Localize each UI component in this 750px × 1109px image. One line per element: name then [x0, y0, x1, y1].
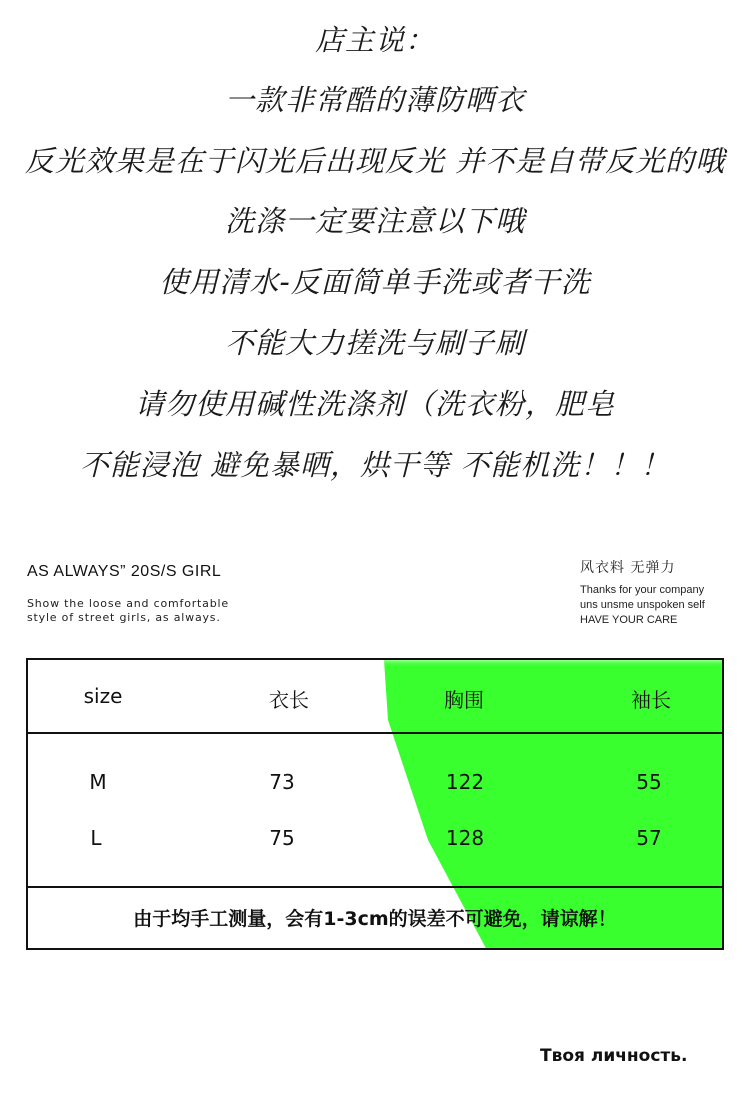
row-m-length: 73 [269, 770, 295, 794]
header-length: 衣长 [269, 688, 309, 712]
brand-title: AS ALWAYS” 20S/S GIRL [27, 563, 222, 580]
brand-block [27, 563, 229, 625]
brand-subtitle-line: style of street girls, as always. [27, 611, 221, 624]
notes-line: 一款非常酷的薄防晒衣 [224, 83, 525, 117]
row-m-chest: 122 [445, 770, 485, 794]
row-m-sleeve: 55 [636, 770, 662, 794]
fabric-block [580, 557, 705, 628]
footer-divider [28, 886, 722, 888]
header-sleeve: 袖长 [631, 688, 671, 712]
notes-line: 请勿使用碱性洗涤剂（洗衣粉，肥皂 [134, 387, 615, 421]
notes-title: 店主说： [314, 23, 435, 57]
size-table [26, 658, 724, 950]
brand-subtitle-line: Show the loose and comfortable [27, 597, 229, 610]
notes-line: 使用清水-反面简单手洗或者干洗 [159, 265, 591, 299]
fabric-line: Thanks for your company [580, 584, 705, 596]
fabric-line: uns unsme unspoken self [580, 599, 705, 611]
brand-subtitle [27, 597, 229, 625]
header-size: size [83, 684, 123, 708]
row-l-chest: 128 [445, 826, 485, 850]
notes-line: 不能浸泡 避免暴晒，烘干等 不能机洗！！！ [79, 448, 671, 482]
row-l-length: 75 [269, 826, 295, 850]
signature-text: Твоя личность. [540, 1046, 688, 1066]
header-chest: 胸围 [444, 688, 484, 712]
notes-line: 不能大力搓洗与刷子刷 [224, 326, 525, 360]
row-l-sleeve: 57 [636, 826, 662, 850]
row-m-size: M [89, 770, 107, 794]
header-divider [28, 732, 722, 734]
row-l-size: L [90, 826, 102, 850]
fabric-line: HAVE YOUR CARE [580, 614, 678, 626]
notes-line: 反光效果是在于闪光后出现反光 并不是自带反光的哦 [24, 144, 726, 178]
fabric-label: 风衣料 无弹力 [580, 560, 676, 576]
notes-line: 洗涤一定要注意以下哦 [224, 204, 525, 238]
measurement-note: 由于均手工测量，会有1-3cm的误差不可避免，请谅解！ [133, 908, 617, 930]
